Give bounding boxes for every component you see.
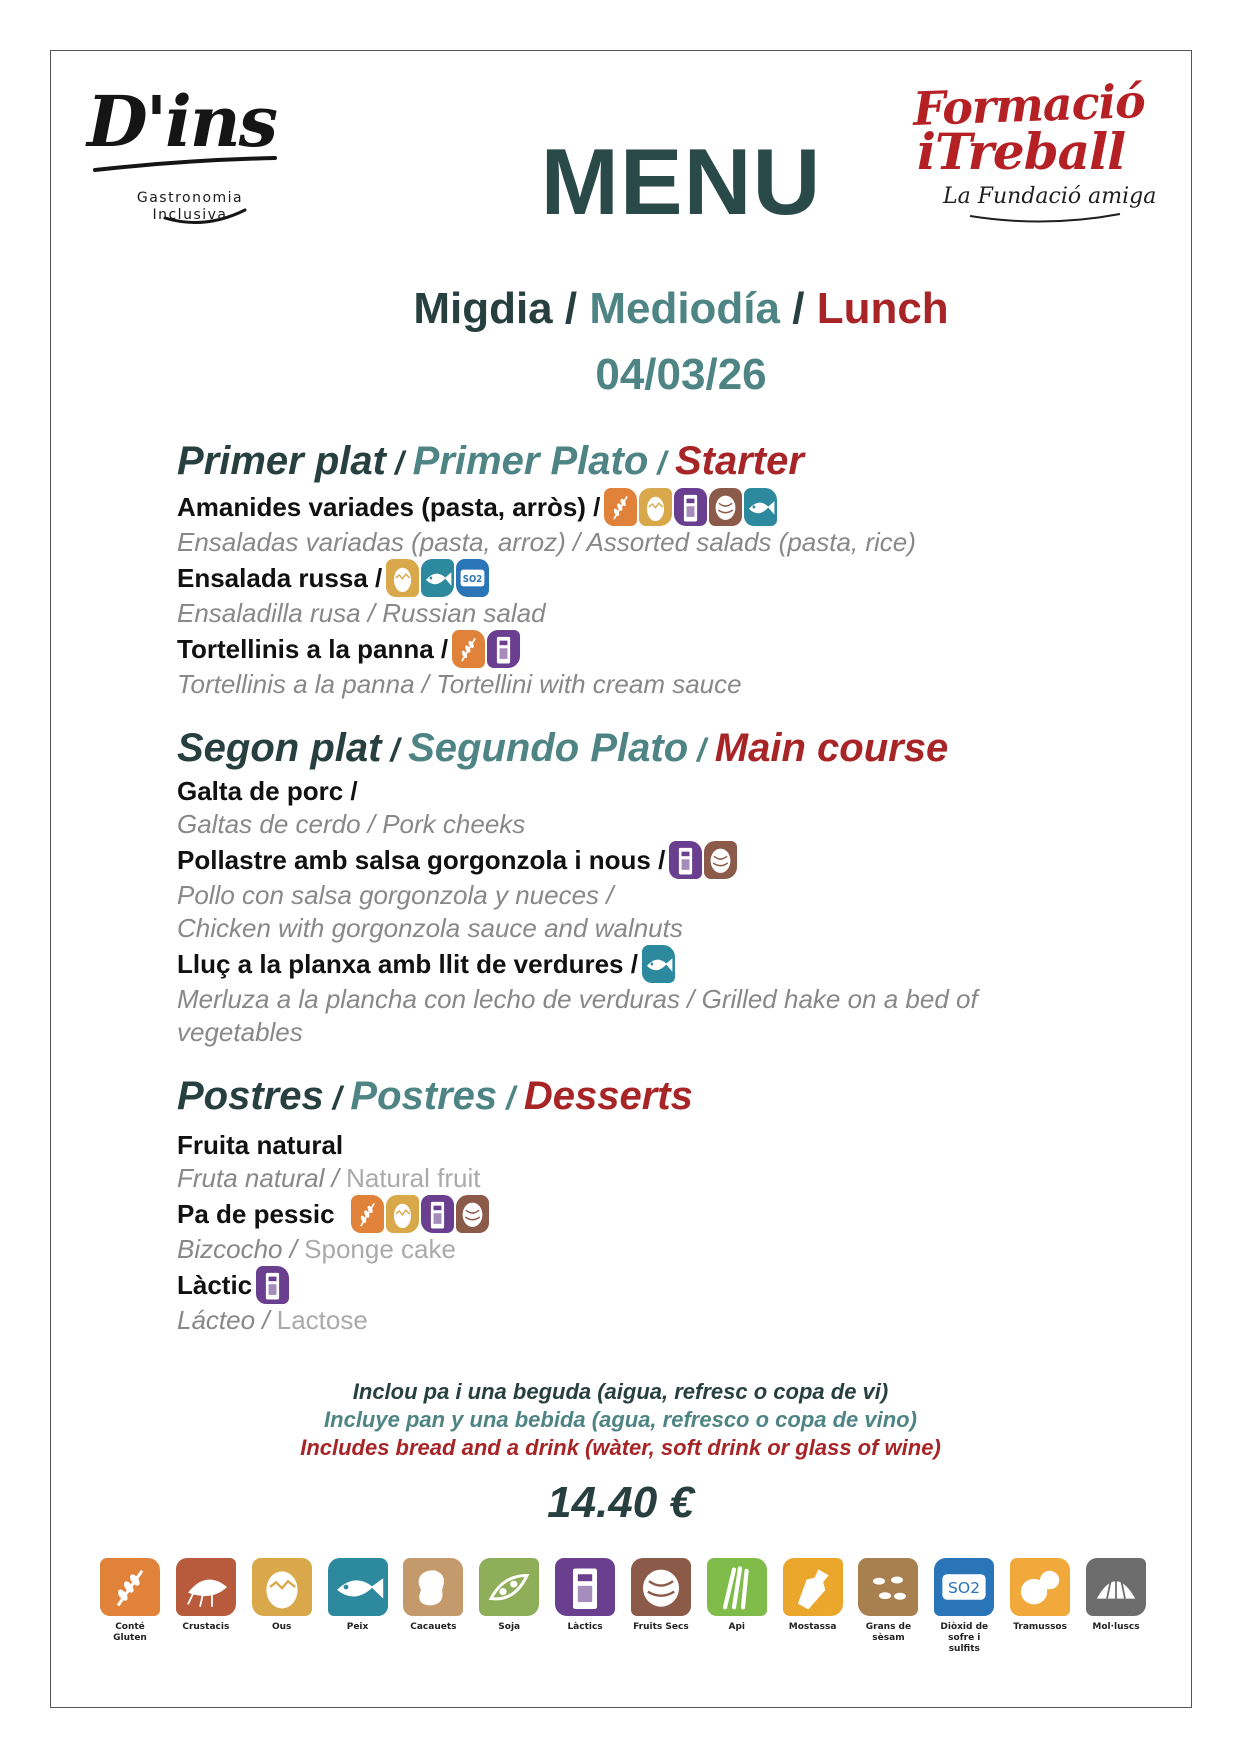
translation-en: Lactose	[276, 1305, 368, 1335]
allergen-label: Peix	[346, 1622, 369, 1632]
menu-content	[177, 436, 1127, 1337]
allergen-label: Grans de sèsam	[865, 1622, 912, 1643]
fish-icon	[642, 945, 675, 983]
heading-es: Primer Plato	[412, 439, 649, 483]
egg-icon	[386, 1195, 419, 1233]
dairy-icon	[555, 1558, 615, 1616]
allergen-legend-item	[781, 1558, 845, 1655]
fish-icon	[744, 488, 777, 526]
egg-icon	[639, 488, 672, 526]
mustard-icon	[783, 1558, 843, 1616]
heading-ca: Segon plat	[177, 726, 382, 770]
subtitle-en: Lunch	[816, 284, 949, 333]
heading-sep: /	[648, 445, 675, 481]
dish-name	[177, 488, 1127, 526]
mollusc-icon	[1086, 1558, 1146, 1616]
allergen-legend-item	[477, 1558, 541, 1655]
dish-label: Pollastre amb salsa gorgonzola i nous /	[177, 844, 666, 875]
dish-name	[177, 1195, 1127, 1233]
sulphites-icon	[456, 559, 489, 597]
allergen-legend-item	[98, 1558, 162, 1655]
dish-name	[177, 945, 1127, 983]
allergen-legend-item	[629, 1558, 693, 1655]
dish-name	[177, 1266, 1127, 1304]
dish-label: Ensalada russa /	[177, 562, 383, 593]
menu-title: MENU	[540, 129, 822, 234]
allergen-icons	[256, 1266, 289, 1304]
translation-es: Fruta natural	[177, 1163, 325, 1193]
lupin-icon	[1010, 1558, 1070, 1616]
allergen-legend-item	[326, 1558, 390, 1655]
egg-icon	[386, 559, 419, 597]
allergen-label: Cacauets	[410, 1622, 457, 1632]
allergen-icons	[604, 488, 777, 526]
peanut-icon	[403, 1558, 463, 1616]
includes-note-ca: Inclou pa i una beguda (aigua, refresc o copa de vi)	[352, 1379, 889, 1404]
dish-translation: Merluza a la plancha con lecho de verduras / Grilled hake on a bed of	[177, 984, 978, 1014]
dairy-icon	[487, 630, 520, 668]
translation-es: Lácteo	[177, 1305, 256, 1335]
translation-sep: /	[324, 1163, 347, 1193]
gluten-icon	[351, 1195, 384, 1233]
dish-name	[177, 841, 1127, 879]
dish-label: Tortellinis a la panna /	[177, 633, 449, 664]
allergen-label: Diòxid de sofre i sulfits	[940, 1622, 989, 1654]
dish-label: Amanides variades (pasta, arròs) /	[177, 491, 601, 522]
menu-price: 14.40 €	[547, 1478, 694, 1527]
translation-en: Natural fruit	[346, 1163, 481, 1193]
allergen-label: Mostassa	[788, 1622, 837, 1632]
allergen-legend-item	[1084, 1558, 1148, 1655]
allergen-label: Mol·luscs	[1092, 1622, 1140, 1632]
dish-translation	[177, 1304, 1127, 1337]
dins-logo-subtitle: Gastronomia Inclusiva	[136, 190, 244, 223]
dish-translation: vegetables	[177, 1017, 303, 1047]
translation-es: Bizcocho	[177, 1234, 283, 1264]
heading-en: Desserts	[523, 1074, 693, 1118]
dish-translation: Ensaladas variadas (pasta, arroz) / Assorted salads (pasta, rice)	[177, 527, 916, 557]
allergen-legend	[98, 1558, 1148, 1655]
heading-sep: /	[385, 445, 413, 481]
dish-label: Fruita natural	[177, 1130, 344, 1160]
section-heading-desserts	[177, 1071, 1127, 1123]
allergen-label: Soja	[498, 1622, 521, 1632]
allergen-icons	[351, 1195, 489, 1233]
dairy-icon	[674, 488, 707, 526]
fit-logo-line2: iTreball	[917, 122, 1126, 181]
heading-en: Main course	[714, 726, 949, 770]
translation-en: Sponge cake	[304, 1234, 456, 1264]
dish-translation: Galtas de cerdo / Pork cheeks	[177, 809, 526, 839]
heading-sep: /	[497, 1080, 524, 1116]
dins-logo-wordmark: D'ins	[87, 80, 277, 163]
dish-label: Lluç a la planxa amb llit de verdures /	[177, 948, 638, 979]
dairy-icon	[421, 1195, 454, 1233]
allergen-legend-item	[705, 1558, 769, 1655]
heading-sep: /	[381, 732, 409, 768]
allergen-icons	[452, 630, 520, 668]
fish-icon	[421, 559, 454, 597]
heading-es: Postres	[350, 1074, 498, 1118]
subtitle-sep: /	[552, 284, 590, 333]
egg-icon	[252, 1558, 312, 1616]
dairy-icon	[256, 1266, 289, 1304]
subtitle-ca: Migdia	[413, 284, 553, 333]
dish-translation: Ensaladilla rusa / Russian salad	[177, 598, 546, 628]
sulphites-icon	[934, 1558, 994, 1616]
translation-sep: /	[282, 1234, 305, 1264]
dish-name	[177, 559, 1127, 597]
dish-translation	[177, 1162, 1127, 1195]
allergen-label: Ous	[271, 1622, 292, 1632]
dish-translation	[177, 1233, 1127, 1266]
dish-name	[177, 775, 1127, 808]
allergen-icons	[669, 841, 737, 879]
heading-es: Segundo Plato	[408, 726, 689, 770]
nuts-icon	[709, 488, 742, 526]
dish-label: Làctic	[177, 1269, 253, 1300]
allergen-icons	[386, 559, 489, 597]
allergen-label: Api	[728, 1622, 745, 1632]
fit-logo-line3: La Fundació amiga	[943, 184, 1157, 209]
dish-name	[177, 630, 1127, 668]
gluten-icon	[604, 488, 637, 526]
celery-icon	[707, 1558, 767, 1616]
includes-note	[0, 1378, 1241, 1462]
menu-date: 04/03/26	[595, 350, 767, 399]
dairy-icon	[669, 841, 702, 879]
dish-translation: Tortellinis a la panna / Tortellini with cream sauce	[177, 669, 742, 699]
allergen-label: Tramussos	[1013, 1622, 1067, 1632]
allergen-label: Làctics	[567, 1622, 603, 1632]
heading-sep: /	[688, 732, 715, 768]
nuts-icon	[456, 1195, 489, 1233]
crustacean-icon	[176, 1558, 236, 1616]
soy-icon	[479, 1558, 539, 1616]
dish-label: Pa de pessic	[177, 1198, 335, 1229]
allergen-label: Conté Gluten	[113, 1622, 147, 1643]
dish-label: Galta de porc /	[177, 776, 358, 806]
includes-note-es: Incluye pan y una bebida (agua, refresco o copa de vino)	[324, 1407, 917, 1432]
sesame-icon	[858, 1558, 918, 1616]
allergen-icons	[642, 945, 675, 983]
subtitle-es: Mediodía	[589, 284, 781, 333]
allergen-legend-item	[174, 1558, 238, 1655]
gluten-icon	[100, 1558, 160, 1616]
section-heading-main	[177, 723, 1127, 775]
dish-name	[177, 1129, 1127, 1162]
svg-text:SO2: SO2	[948, 1579, 981, 1597]
svg-text:SO2: SO2	[463, 573, 483, 586]
heading-en: Starter	[674, 439, 804, 483]
allergen-legend-item	[553, 1558, 617, 1655]
heading-ca: Primer plat	[177, 439, 386, 483]
gluten-icon	[452, 630, 485, 668]
fit-logo-line1: Formació	[912, 73, 1146, 137]
subtitle-sep: /	[780, 284, 817, 333]
allergen-legend-item	[401, 1558, 465, 1655]
nuts-icon	[704, 841, 737, 879]
nuts-icon	[631, 1558, 691, 1616]
allergen-label: Fruits Secs	[633, 1622, 689, 1632]
meal-subtitle	[0, 282, 1241, 336]
heading-ca: Postres	[177, 1074, 324, 1118]
dish-translation: Chicken with gorgonzola sauce and walnuts	[177, 913, 683, 943]
allergen-legend-item	[1008, 1558, 1072, 1655]
translation-sep: /	[255, 1305, 277, 1335]
allergen-legend-item	[856, 1558, 920, 1655]
allergen-legend-item	[250, 1558, 314, 1655]
dish-translation: Pollo con salsa gorgonzola y nueces /	[177, 880, 614, 910]
allergen-legend-item	[932, 1558, 996, 1655]
fish-icon	[328, 1558, 388, 1616]
includes-note-en: Includes bread and a drink (wàter, soft drink or glass of wine)	[300, 1435, 941, 1460]
allergen-label: Crustacis	[182, 1622, 230, 1632]
heading-sep: /	[323, 1080, 351, 1116]
section-heading-starter	[177, 436, 1127, 488]
